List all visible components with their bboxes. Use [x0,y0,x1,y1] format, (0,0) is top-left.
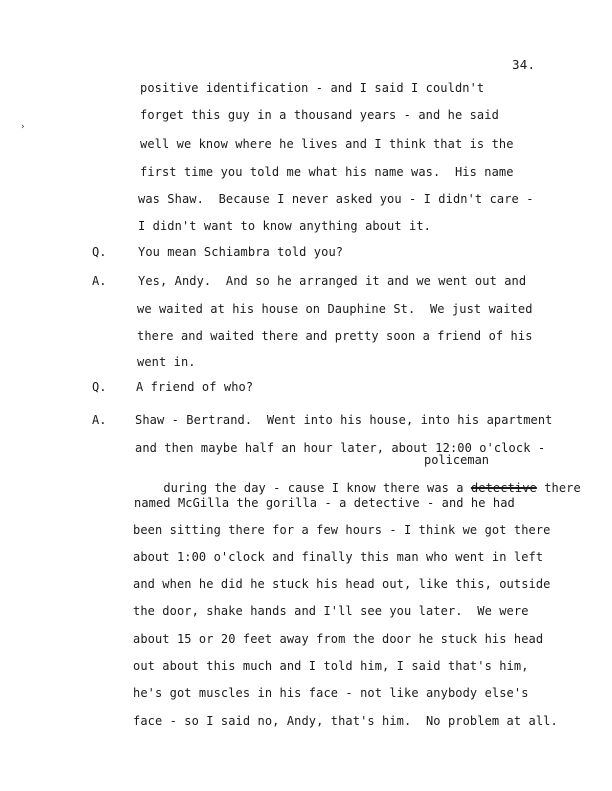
transcript-line: first time you told me what his name was. His name [140,165,514,179]
transcript-line: the door, shake hands and I'll see you later. We were [133,604,529,618]
transcript-line: Yes, Andy. And so he arranged it and we went out and [138,274,527,288]
speaker-label: A. [92,274,107,288]
transcript-line: well we know where he lives and I think that is the [140,137,514,151]
transcript-line: he's got muscles in his face - not like anybody else's [133,686,529,700]
transcript-line: been sitting there for a few hours - I think we got there [133,523,551,537]
transcript-line: there and waited there and pretty soon a friend of his [137,329,533,343]
transcript-line: face - so I said no, Andy, that's him. No problem at all. [133,714,558,728]
transcript-line: was Shaw. Because I never asked you - I didn't care - [138,192,534,206]
transcript-line: Shaw - Bertrand. Went into his house, into his apartment [135,413,553,427]
transcript-line: and then maybe half an hour later, about 12:00 o'clock - [135,441,546,455]
transcript-line: You mean Schiambra told you? [138,245,344,259]
transcript-line: about 1:00 o'clock and finally this man who went in left [133,550,544,564]
transcript-line: out about this much and I told him, I said that's him, [133,659,529,673]
speaker-label: A. [92,413,107,427]
page-number: 34. [512,57,536,72]
scan-mark: › [20,122,26,132]
transcript-line: about 15 or 20 feet away from the door he stuck his head [133,632,544,646]
transcript-line: and when he did he stuck his head out, like this, outside [133,577,551,591]
handwritten-insertion: policeman [424,453,490,467]
transcript-line: went in. [137,355,196,369]
speaker-label: Q. [92,380,107,394]
transcript-line: forget this guy in a thousand years - and he said [140,108,499,122]
line-text-after: there [536,481,581,495]
transcript-line: positive identification - and I said I couldn't [140,81,485,95]
speaker-label: Q. [92,245,107,259]
struck-word: detective [470,481,537,495]
transcript-line: named McGilla the gorilla - a detective - and he had [134,496,515,510]
transcript-line: we waited at his house on Dauphine St. We just waited [137,302,533,316]
transcript-line: A friend of who? [136,380,254,394]
transcript-line: I didn't want to know anything about it. [138,219,431,233]
line-text-before: during the day - cause I know there was a [163,481,471,495]
